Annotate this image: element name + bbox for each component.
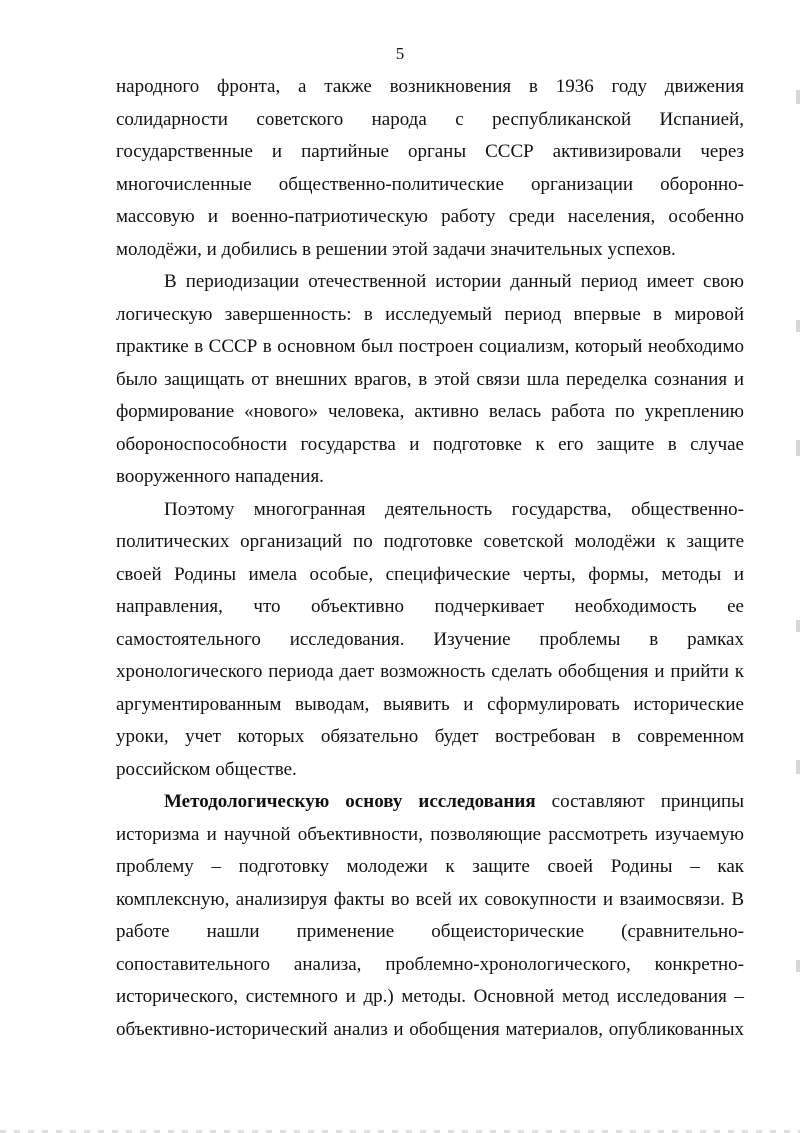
text-line: уроки, учет которых обязательно будет востребован в современном: [116, 726, 744, 747]
text-line: народного фронта, а также возникновения в 1936 году движения: [116, 76, 744, 97]
scan-edge-mark: [796, 760, 800, 774]
text-line: проблему – подготовку молодежи к защите своей Родины – как: [116, 856, 744, 877]
text-line: логическую завершенность: в исследуемый период впервые в мировой: [116, 303, 744, 325]
text-line: Поэтому многогранная деятельность государства, общественно-: [164, 498, 744, 520]
text-line: исторического, системного и др.) методы. Основной метод исследования –: [116, 986, 744, 1007]
text-line: вооруженного нападения.: [116, 466, 324, 487]
scan-edge-mark: [796, 620, 800, 632]
scan-edge-mark: [796, 440, 800, 456]
text-line: хронологического периода дает возможность сделать обобщения и прийти к: [116, 661, 744, 682]
text-line: формирование «нового» человека, активно велась работа по укреплению: [116, 401, 744, 422]
text-line: комплексную, анализируя факты во всей их совокупности и взаимосвязи. В: [116, 888, 744, 910]
text-line: самостоятельного исследования. Изучение проблемы в рамках: [116, 628, 744, 650]
text-line: молодёжи, и добились в решении этой задачи значительных успехов.: [116, 238, 676, 260]
body-text: [116, 71, 744, 1046]
text-line: практике в СССР в основном был построен социализм, который необходимо: [116, 336, 744, 357]
text-line: массовую и военно-патриотическую работу среди населения, особенно: [116, 206, 744, 227]
text-line: направления, что объективно подчеркивает необходимость ее: [116, 596, 744, 617]
text-line: работе нашли применение общеисторические (сравнительно-: [116, 921, 744, 942]
text-line: своей Родины имела особые, специфические черты, формы, методы и: [116, 563, 744, 585]
text-line: сопоставительного анализа, проблемно-хронологического, конкретно-: [116, 953, 744, 975]
text-line: историзма и научной объективности, позволяющие рассмотреть изучаемую: [116, 823, 744, 845]
text-line: аргументированным выводам, выявить и сформулировать исторические: [116, 693, 744, 715]
scan-edge-mark: [796, 960, 800, 972]
bold-phrase: Методологическую основу исследования: [164, 791, 536, 812]
text-line: объективно-исторический анализ и обобщения материалов, опубликованных: [116, 1018, 744, 1040]
text-line: многочисленные общественно-политические организации оборонно-: [116, 173, 744, 195]
text-line: солидарности советского народа с республиканской Испанией,: [116, 108, 744, 130]
text-line: обороноспособности государства и подготовке к его защите в случае: [116, 433, 744, 455]
text-fragment: составляют принципы: [535, 791, 744, 812]
page-number: 5: [395, 44, 405, 63]
text-line: было защищать от внешних врагов, в этой связи шла переделка сознания и: [116, 368, 744, 390]
scan-edge-mark: [796, 320, 800, 332]
text-line: политических организаций по подготовке советской молодёжи к защите: [116, 531, 744, 552]
text-line: [116, 786, 744, 819]
scan-edge-mark: [796, 90, 800, 104]
text-line: российском обществе.: [116, 758, 297, 780]
text-line: В периодизации отечественной истории данный период имеет свою: [164, 271, 744, 292]
text-line: государственные и партийные органы СССР активизировали через: [116, 141, 744, 162]
